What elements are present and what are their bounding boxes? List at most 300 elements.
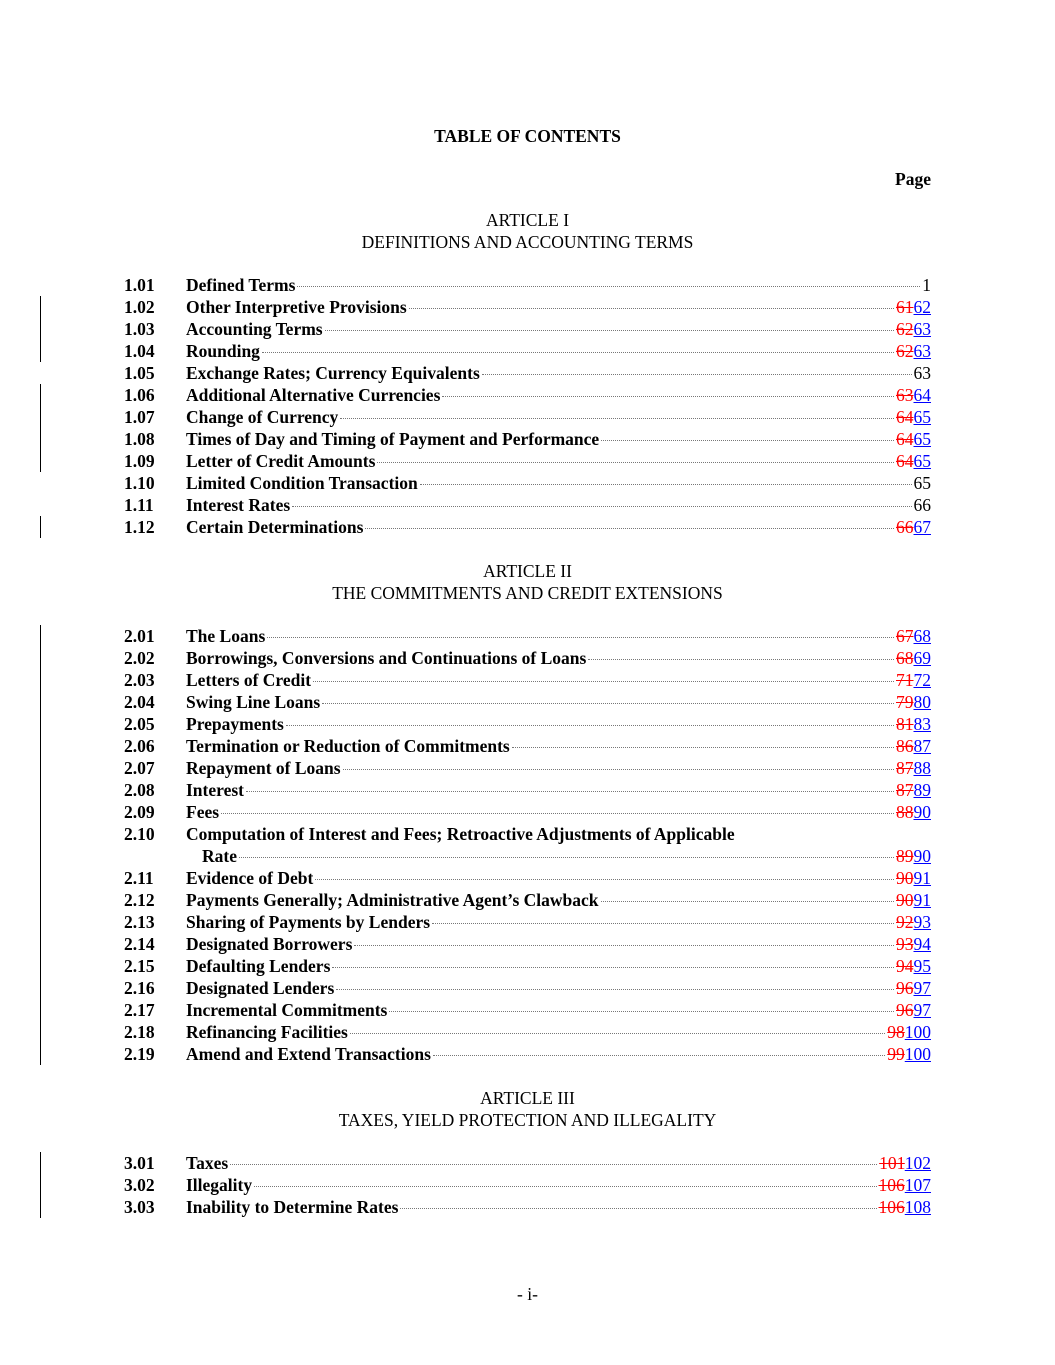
change-bar <box>40 1152 41 1174</box>
section-number: 2.16 <box>124 978 155 998</box>
change-bar <box>40 384 41 406</box>
inserted-page-number[interactable]: 65 <box>913 451 931 471</box>
deleted-page-number: 90 <box>896 868 914 888</box>
toc-entry[interactable] <box>124 296 931 318</box>
article-number: ARTICLE I <box>485 210 570 230</box>
toc-entry[interactable] <box>124 450 931 472</box>
page-number <box>896 933 931 955</box>
toc-entry-line <box>186 296 931 318</box>
toc-entry[interactable] <box>124 735 931 757</box>
section-title: Borrowings, Conversions and Continuations of Loans <box>186 648 587 668</box>
toc-entry-line <box>186 999 931 1021</box>
toc-entry[interactable] <box>124 1152 931 1174</box>
toc-entry-line <box>186 362 931 384</box>
section-title: Limited Condition Transaction <box>186 473 418 493</box>
inserted-page-number[interactable]: 97 <box>913 978 931 998</box>
section-title: Interest Rates <box>186 495 291 515</box>
change-bar <box>40 340 41 362</box>
toc-entry[interactable] <box>124 669 931 691</box>
change-bar <box>40 625 41 647</box>
section-number: 2.07 <box>124 758 155 778</box>
deleted-page-number: 61 <box>896 297 914 317</box>
page-number <box>896 296 931 318</box>
change-bar <box>40 318 41 340</box>
section-title: Certain Determinations <box>186 517 364 537</box>
article-number: ARTICLE II <box>483 561 572 581</box>
page-number: 1 <box>922 275 931 295</box>
section-title: The Loans <box>186 626 266 646</box>
toc-entry[interactable] <box>124 933 931 955</box>
page-number <box>887 1043 931 1065</box>
dot-leader <box>354 945 894 946</box>
section-title: Illegality <box>186 1175 253 1195</box>
toc-entry-line <box>186 889 931 911</box>
toc-entry[interactable] <box>124 318 931 340</box>
section-title: Defined Terms <box>186 275 296 295</box>
section-number: 2.02 <box>124 648 155 668</box>
deleted-page-number: 86 <box>896 736 914 756</box>
dot-leader <box>239 857 894 858</box>
section-title: Interest <box>186 780 244 800</box>
page-number: 63 <box>913 363 931 383</box>
toc-entry-line <box>186 625 931 647</box>
toc-entry-line <box>186 1043 931 1065</box>
section-title: Letter of Credit Amounts <box>186 451 376 471</box>
toc-entry[interactable] <box>124 955 931 977</box>
toc-list-article-3 <box>124 1152 931 1218</box>
section-title: Payments Generally; Administrative Agent’s Clawback <box>186 890 599 910</box>
article-number: ARTICLE III <box>480 1088 575 1108</box>
change-bar <box>40 999 41 1021</box>
dot-leader <box>315 879 894 880</box>
toc-entry[interactable] <box>124 867 931 889</box>
toc-entry[interactable] <box>124 779 931 801</box>
section-title: Letters of Credit <box>186 670 312 690</box>
page-number <box>896 691 931 713</box>
toc-entry[interactable] <box>124 362 931 384</box>
inserted-page-number[interactable]: 107 <box>904 1175 931 1195</box>
dot-leader <box>432 923 894 924</box>
deleted-page-number: 71 <box>896 670 914 690</box>
section-number: 1.05 <box>124 363 155 383</box>
section-title: Accounting Terms <box>186 319 323 339</box>
toc-entry[interactable] <box>124 428 931 450</box>
dot-leader <box>292 506 911 507</box>
deleted-page-number: 99 <box>887 1044 905 1064</box>
inserted-page-number[interactable]: 65 <box>913 407 931 427</box>
inserted-page-number[interactable]: 88 <box>913 758 931 778</box>
change-bar <box>40 977 41 999</box>
article-1-heading <box>0 209 1055 253</box>
page-number <box>896 406 931 428</box>
dot-leader <box>601 901 894 902</box>
dot-leader <box>389 1011 894 1012</box>
section-title: Other Interpretive Provisions <box>186 297 407 317</box>
dot-leader <box>400 1208 876 1209</box>
toc-entry-line <box>186 955 931 977</box>
section-number: 2.17 <box>124 1000 155 1020</box>
page-number <box>896 845 931 867</box>
toc-entry[interactable] <box>124 472 931 494</box>
page-number <box>896 911 931 933</box>
toc-entry[interactable] <box>124 757 931 779</box>
change-bar <box>40 406 41 428</box>
page-number: 65 <box>913 473 931 493</box>
deleted-page-number: 63 <box>896 385 914 405</box>
section-number: 2.08 <box>124 780 155 800</box>
section-number: 2.19 <box>124 1044 155 1064</box>
deleted-page-number: 66 <box>896 517 914 537</box>
page-number <box>896 889 931 911</box>
inserted-page-number[interactable]: 69 <box>913 648 931 668</box>
inserted-page-number[interactable]: 72 <box>913 670 931 690</box>
section-number: 2.11 <box>124 868 154 888</box>
page-number <box>896 779 931 801</box>
inserted-page-number[interactable]: 68 <box>913 626 931 646</box>
toc-entry[interactable] <box>124 494 931 516</box>
toc-entry[interactable] <box>124 801 931 823</box>
page-footer: - i- <box>517 1284 538 1304</box>
page-number <box>896 516 931 538</box>
inserted-page-number[interactable]: 63 <box>913 341 931 361</box>
toc-entry-line <box>186 1196 931 1218</box>
section-title: Additional Alternative Currencies <box>186 385 441 405</box>
inserted-page-number[interactable]: 100 <box>904 1044 931 1064</box>
deleted-page-number: 89 <box>896 846 914 866</box>
dot-leader <box>297 286 920 287</box>
inserted-page-number[interactable]: 90 <box>913 802 931 822</box>
change-bar <box>40 516 41 538</box>
page-number <box>896 999 931 1021</box>
inserted-page-number[interactable]: 65 <box>913 429 931 449</box>
page-number <box>896 801 931 823</box>
toc-entry-line <box>186 340 931 362</box>
inserted-page-number[interactable]: 91 <box>913 868 931 888</box>
toc-entry-line <box>186 867 931 889</box>
section-title: Sharing of Payments by Lenders <box>186 912 431 932</box>
section-number: 1.03 <box>124 319 155 339</box>
toc-entry[interactable] <box>124 713 931 735</box>
section-number: 2.15 <box>124 956 155 976</box>
change-bar <box>40 779 41 801</box>
inserted-page-number[interactable]: 62 <box>913 297 931 317</box>
section-title: Defaulting Lenders <box>186 956 331 976</box>
toc-entry-line <box>186 428 931 450</box>
page-number <box>896 735 931 757</box>
change-bar <box>40 450 41 472</box>
toc-entry-line <box>186 472 931 494</box>
change-bar <box>40 735 41 757</box>
toc-entry[interactable] <box>124 889 931 911</box>
inserted-page-number[interactable]: 97 <box>913 1000 931 1020</box>
change-bar <box>40 867 41 889</box>
page-number <box>896 428 931 450</box>
page-number <box>896 713 931 735</box>
change-bar <box>40 1043 41 1065</box>
article-3-heading <box>0 1087 1055 1131</box>
dot-leader <box>365 528 894 529</box>
section-title: Designated Lenders <box>186 978 335 998</box>
page-number <box>896 625 931 647</box>
inserted-page-number[interactable]: 93 <box>913 912 931 932</box>
inserted-page-number[interactable]: 94 <box>913 934 931 954</box>
change-bar <box>40 1196 41 1218</box>
toc-entry[interactable] <box>124 999 931 1021</box>
toc-entry[interactable] <box>124 384 931 406</box>
dot-leader <box>588 659 894 660</box>
section-number: 3.01 <box>124 1153 155 1173</box>
section-title: Rate <box>202 846 237 866</box>
inserted-page-number[interactable]: 64 <box>913 385 931 405</box>
section-title: Incremental Commitments <box>186 1000 388 1020</box>
toc-entry[interactable] <box>124 274 931 296</box>
deleted-page-number: 106 <box>878 1175 905 1195</box>
dot-leader <box>254 1186 876 1187</box>
toc-entry-line <box>186 384 931 406</box>
toc-entry-line <box>186 691 931 713</box>
page-number <box>896 647 931 669</box>
section-title: Change of Currency <box>186 407 339 427</box>
inserted-page-number[interactable]: 100 <box>904 1022 931 1042</box>
dot-leader <box>336 989 894 990</box>
dot-leader <box>230 1164 877 1165</box>
toc-entry[interactable] <box>124 1043 931 1065</box>
section-number: 1.06 <box>124 385 155 405</box>
toc-title: TABLE OF CONTENTS <box>434 126 621 146</box>
toc-entry[interactable] <box>124 1021 931 1043</box>
section-number: 1.10 <box>124 473 155 493</box>
section-number: 2.09 <box>124 802 155 822</box>
change-bar <box>40 428 41 450</box>
change-bar <box>40 757 41 779</box>
page-number <box>896 384 931 406</box>
toc-entry[interactable] <box>124 911 931 933</box>
change-bar <box>40 669 41 691</box>
page-number <box>896 450 931 472</box>
toc-entry-line <box>186 669 931 691</box>
section-title: Designated Borrowers <box>186 934 353 954</box>
toc-entry-line <box>186 977 931 999</box>
section-number: 2.14 <box>124 934 155 954</box>
toc-entry-line <box>186 1021 931 1043</box>
toc-entry[interactable] <box>124 625 931 647</box>
section-title: Termination or Reduction of Commitments <box>186 736 510 756</box>
change-bar <box>40 801 41 823</box>
section-number: 1.04 <box>124 341 155 361</box>
section-number: 3.02 <box>124 1175 155 1195</box>
toc-entry[interactable] <box>124 340 931 362</box>
deleted-page-number: 96 <box>896 1000 914 1020</box>
page-number <box>896 977 931 999</box>
deleted-page-number: 67 <box>896 626 914 646</box>
deleted-page-number: 96 <box>896 978 914 998</box>
article-title: DEFINITIONS AND ACCOUNTING TERMS <box>361 232 694 252</box>
toc-entry-line <box>186 274 931 296</box>
deleted-page-number: 101 <box>879 1153 905 1173</box>
deleted-page-number: 98 <box>887 1022 905 1042</box>
toc-entry[interactable] <box>124 823 931 867</box>
section-title: Fees <box>186 802 220 822</box>
toc-entry[interactable] <box>124 691 931 713</box>
dot-leader <box>262 352 894 353</box>
section-title: Amend and Extend Transactions <box>186 1044 431 1064</box>
dot-leader <box>512 747 894 748</box>
toc-entry-line <box>186 911 931 933</box>
toc-entry-line <box>186 1152 931 1174</box>
page-number <box>879 1174 932 1196</box>
page-number <box>896 955 931 977</box>
article-title: THE COMMITMENTS AND CREDIT EXTENSIONS <box>332 583 723 603</box>
deleted-page-number: 64 <box>896 451 914 471</box>
change-bar <box>40 889 41 911</box>
section-number: 2.12 <box>124 890 155 910</box>
deleted-page-number: 64 <box>896 407 914 427</box>
section-title: Repayment of Loans <box>186 758 341 778</box>
section-title: Rounding <box>186 341 260 361</box>
deleted-page-number: 64 <box>896 429 914 449</box>
dot-leader <box>325 330 894 331</box>
inserted-page-number[interactable]: 108 <box>904 1197 931 1217</box>
toc-entry-line <box>186 933 931 955</box>
section-number: 1.11 <box>124 495 154 515</box>
page-number <box>896 340 931 362</box>
section-title: Inability to Determine Rates <box>186 1197 399 1217</box>
dot-leader <box>286 725 894 726</box>
deleted-page-number: 87 <box>896 780 914 800</box>
toc-list-article-2 <box>124 625 931 1065</box>
toc-entry[interactable] <box>124 977 931 999</box>
inserted-page-number[interactable]: 83 <box>913 714 931 734</box>
section-title: Refinancing Facilities <box>186 1022 348 1042</box>
section-number: 2.04 <box>124 692 155 712</box>
inserted-page-number[interactable]: 89 <box>913 780 931 800</box>
toc-entry[interactable] <box>124 406 931 428</box>
deleted-page-number: 62 <box>896 319 914 339</box>
page-number <box>879 1152 931 1174</box>
deleted-page-number: 94 <box>896 956 914 976</box>
dot-leader <box>433 1055 885 1056</box>
deleted-page-number: 106 <box>878 1197 905 1217</box>
section-number: 1.08 <box>124 429 155 449</box>
section-number: 2.18 <box>124 1022 155 1042</box>
dot-leader <box>350 1033 885 1034</box>
deleted-page-number: 79 <box>896 692 914 712</box>
inserted-page-number[interactable]: 80 <box>913 692 931 712</box>
change-bar <box>40 1021 41 1043</box>
page-number <box>887 1021 931 1043</box>
page-number <box>896 757 931 779</box>
inserted-page-number[interactable]: 95 <box>913 956 931 976</box>
toc-entry-line <box>186 757 931 779</box>
change-bar <box>40 823 41 867</box>
inserted-page-number[interactable]: 91 <box>913 890 931 910</box>
page-number <box>879 1196 932 1218</box>
toc-entry[interactable] <box>124 516 931 538</box>
dot-leader <box>601 440 894 441</box>
dot-leader <box>246 791 894 792</box>
section-number: 3.03 <box>124 1197 155 1217</box>
toc-entry-line <box>186 318 931 340</box>
dot-leader <box>377 462 894 463</box>
inserted-page-number[interactable]: 102 <box>904 1153 931 1173</box>
toc-entry-line <box>186 713 931 735</box>
page-column-header: Page <box>895 169 931 189</box>
change-bar <box>40 1174 41 1196</box>
change-bar <box>40 647 41 669</box>
change-bar <box>40 955 41 977</box>
inserted-page-number[interactable]: 90 <box>913 846 931 866</box>
toc-entry[interactable] <box>124 1196 931 1218</box>
deleted-page-number: 88 <box>896 802 914 822</box>
toc-entry-line <box>186 735 931 757</box>
change-bar <box>40 296 41 318</box>
page-number <box>896 318 931 340</box>
dot-leader <box>322 703 894 704</box>
dot-leader <box>221 813 894 814</box>
section-number: 1.12 <box>124 517 155 537</box>
section-title: Exchange Rates; Currency Equivalents <box>186 363 480 383</box>
page-number <box>896 669 931 691</box>
change-bar <box>40 713 41 735</box>
dot-leader <box>442 396 894 397</box>
section-number: 2.10 <box>124 824 155 844</box>
change-bar <box>40 933 41 955</box>
deleted-page-number: 62 <box>896 341 914 361</box>
section-number: 1.02 <box>124 297 155 317</box>
section-number: 1.07 <box>124 407 155 427</box>
deleted-page-number: 93 <box>896 934 914 954</box>
inserted-page-number[interactable]: 67 <box>913 517 931 537</box>
dot-leader <box>313 681 894 682</box>
section-title: Times of Day and Timing of Payment and Performance <box>186 429 600 449</box>
toc-entry-line <box>186 516 931 538</box>
section-title-line1: Computation of Interest and Fees; Retroactive Adjustments of Applicable <box>186 824 735 844</box>
inserted-page-number[interactable]: 63 <box>913 319 931 339</box>
change-bar <box>40 911 41 933</box>
dot-leader <box>343 769 894 770</box>
page-number: 66 <box>913 495 931 515</box>
dot-leader <box>420 484 912 485</box>
dot-leader <box>409 308 894 309</box>
toc-entry-line <box>202 845 931 867</box>
section-number: 2.01 <box>124 626 155 646</box>
toc-entry[interactable] <box>124 1174 931 1196</box>
deleted-page-number: 90 <box>896 890 914 910</box>
toc-entry-line <box>186 406 931 428</box>
section-number: 2.05 <box>124 714 155 734</box>
section-title: Prepayments <box>186 714 284 734</box>
dot-leader <box>332 967 894 968</box>
deleted-page-number: 92 <box>896 912 914 932</box>
toc-entry-line <box>186 450 931 472</box>
section-number: 2.06 <box>124 736 155 756</box>
toc-entry[interactable] <box>124 647 931 669</box>
inserted-page-number[interactable]: 87 <box>913 736 931 756</box>
deleted-page-number: 68 <box>896 648 914 668</box>
toc-entry-line <box>186 494 931 516</box>
deleted-page-number: 81 <box>896 714 914 734</box>
toc-list-article-1 <box>124 274 931 538</box>
section-number: 1.09 <box>124 451 155 471</box>
dot-leader <box>482 374 912 375</box>
section-title: Swing Line Loans <box>186 692 321 712</box>
section-title: Evidence of Debt <box>186 868 314 888</box>
dot-leader <box>340 418 894 419</box>
dot-leader <box>267 637 894 638</box>
section-number: 2.13 <box>124 912 155 932</box>
change-bar <box>40 691 41 713</box>
toc-entry-line <box>186 779 931 801</box>
